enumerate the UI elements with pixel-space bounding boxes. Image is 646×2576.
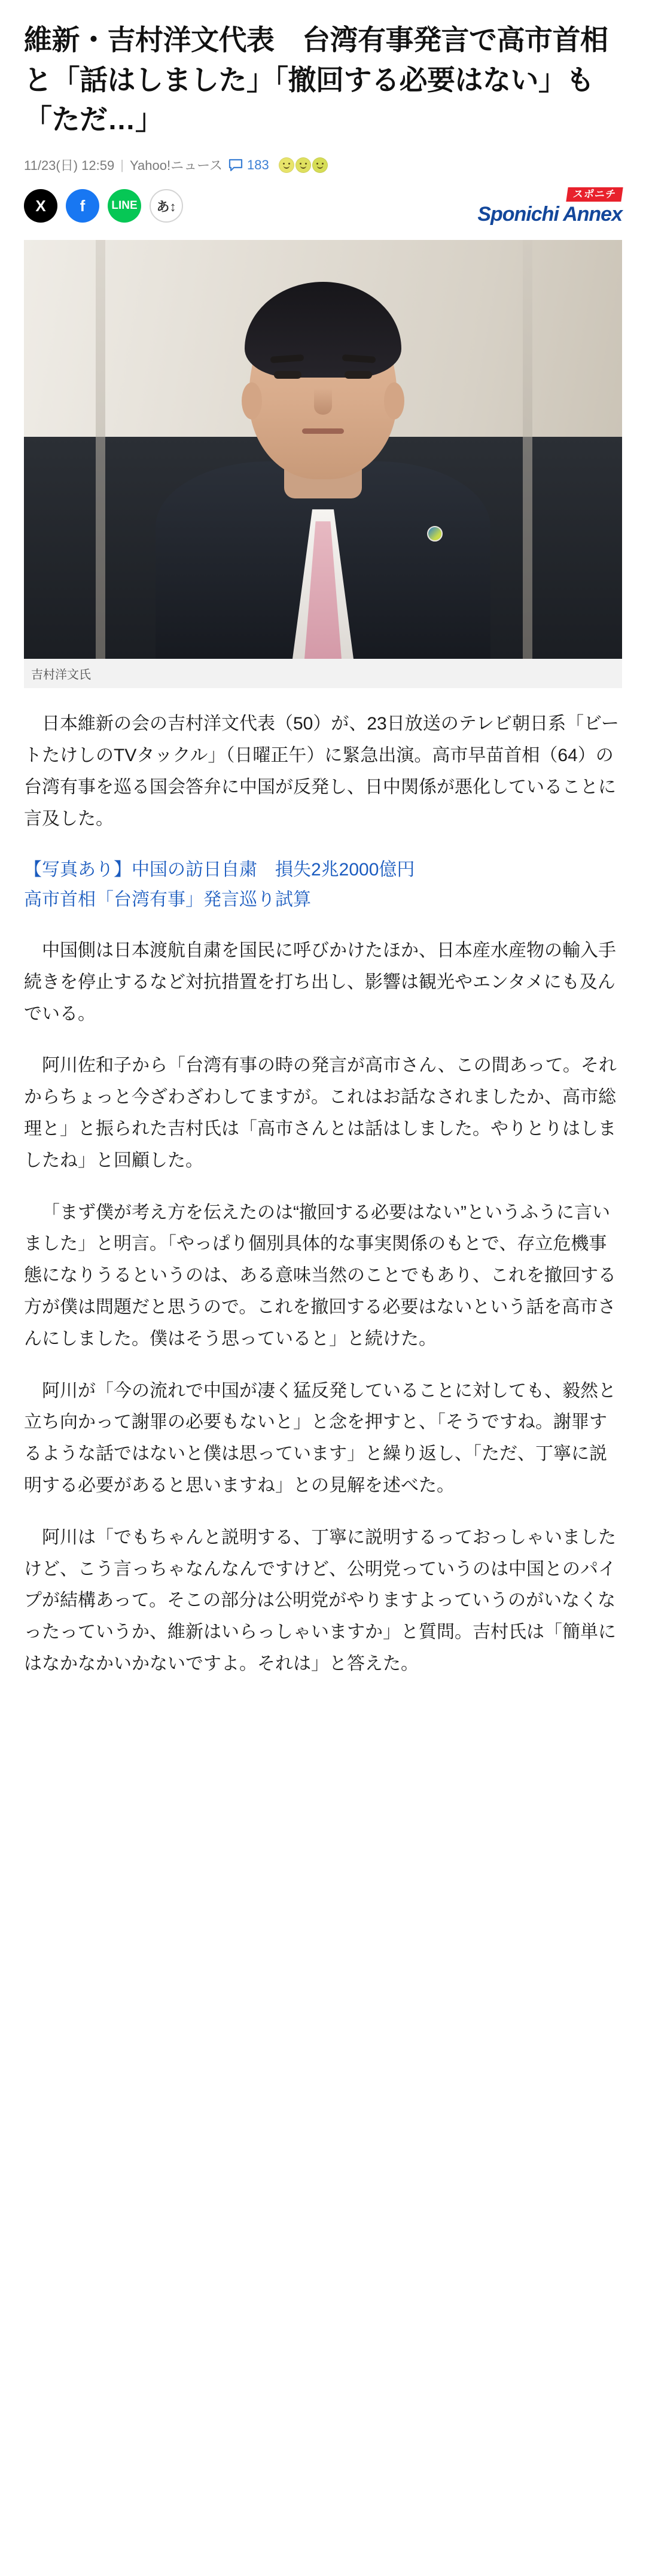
comment-count-link[interactable] (228, 157, 269, 173)
related-link-2[interactable]: 高市首相「台湾有事」発言巡り試算 (24, 890, 311, 910)
share-facebook-button[interactable] (66, 189, 99, 223)
photo-mouth (302, 428, 344, 434)
page-title: 維新・吉村洋文代表 台湾有事発言で高市首相と「話はしました」「撤回する必要はない」も「ただ…」 (24, 24, 608, 136)
article-paragraph: 日本維新の会の吉村洋文代表（50）が、23日放送のテレビ朝日系「ビートたけしのTVタックル」（日曜正午）に緊急出演。高市早苗首相（64）の台湾有事を巡る国会答弁に中国が反発し、日中関係が悪化していることに言及した。 (24, 714, 619, 829)
article-body (0, 688, 646, 1680)
photo-ear-left (242, 382, 262, 419)
publish-date: 11/23(日) 12:59 (24, 158, 115, 174)
share-line-button[interactable] (108, 189, 141, 223)
share-toolbar (0, 174, 646, 224)
article-meta (24, 156, 622, 174)
related-links (24, 855, 622, 915)
photo-ear-right (384, 382, 404, 419)
article-paragraph: 阿川が「今の流れで中国が凄く猛反発していることに対しても、毅然と立ち向かって謝罪の必要もないと」と念を押すと、「そうですね。謝罪するような話ではないと僕は思っています」と繰り返し、「ただ、丁寧に説明する必要があると思いますね」との見解を述べた。 (24, 1380, 616, 1495)
font-size-button[interactable] (150, 189, 183, 223)
publisher-logo-top: スポニチ (566, 187, 623, 202)
hero-figure (24, 240, 622, 688)
meta-separator: | (120, 157, 124, 172)
related-link-1[interactable]: 【写真あり】中国の訪日自粛 損失2兆2000億円 (24, 860, 415, 880)
comment-count-value: 183 (246, 157, 269, 172)
source-name: Yahoo!ニュース (129, 158, 223, 174)
font-size-icon: あ↕ (156, 199, 176, 214)
article-paragraph: 阿川は「でもちゃんと説明する、丁寧に説明するっておっしゃいましたけど、こう言っちゃなんなんですけど、公明党っていうのは中国とのパイプが結構あって。そこの部分は公明党がやりますよっていうのがいなくなったっていうか、維新はいらっしゃいますか」と質問。吉村氏は「簡単にはなかなかいかないですよ。それは」と答えた。 (24, 1527, 616, 1674)
article-paragraph: 中国側は日本渡航自粛を国民に呼びかけたほか、日本産水産物の輸入手続きを停止するなど対抗措置を打ち出し、影響は観光やエンタメにも及んでいる。 (24, 940, 616, 1024)
article-paragraph: 「まず僕が考え方を伝えたのは“撤回する必要はない”というふうに言いました」と明言。「やっぱり個別具体的な事実関係のもとで、存立危機事態になりうるというのは、ある意味当然のことでもあり、これを撤回する方が僕は問題だと思うので。これを撤回する必要はないという話を高市さんにしました。僕はそう思っていると」と続けた。 (24, 1202, 616, 1349)
publisher-logo (477, 187, 622, 224)
article-header (0, 0, 646, 174)
reaction-icon-1[interactable] (279, 157, 294, 173)
x-icon: X (35, 196, 46, 215)
photo-eye-right (345, 371, 372, 379)
share-x-button[interactable] (24, 189, 57, 223)
comment-icon (228, 159, 243, 172)
publisher-logo-main: Sponichi Annex (477, 203, 622, 226)
photo-eye-left (274, 371, 301, 379)
photo-pole-left (96, 240, 105, 659)
reaction-icon-2[interactable] (295, 157, 311, 173)
photo-caption: 吉村洋文氏 (24, 659, 622, 688)
photo-nose (314, 388, 332, 415)
photo-pole-right (523, 240, 532, 659)
reaction-group[interactable] (279, 157, 328, 173)
line-icon: LINE (111, 199, 138, 212)
article-photo[interactable] (24, 240, 622, 659)
facebook-icon: f (80, 196, 86, 215)
article-paragraph: 阿川佐和子から「台湾有事の時の発言が高市さん、この間あって。それからちょっと今ざわざわしてますが。これはお話なされましたか、高市総理と」と振られた吉村氏は「高市さんとは話はしました。やりとりはしましたね」と回顧した。 (24, 1056, 617, 1170)
reaction-icon-3[interactable] (312, 157, 328, 173)
